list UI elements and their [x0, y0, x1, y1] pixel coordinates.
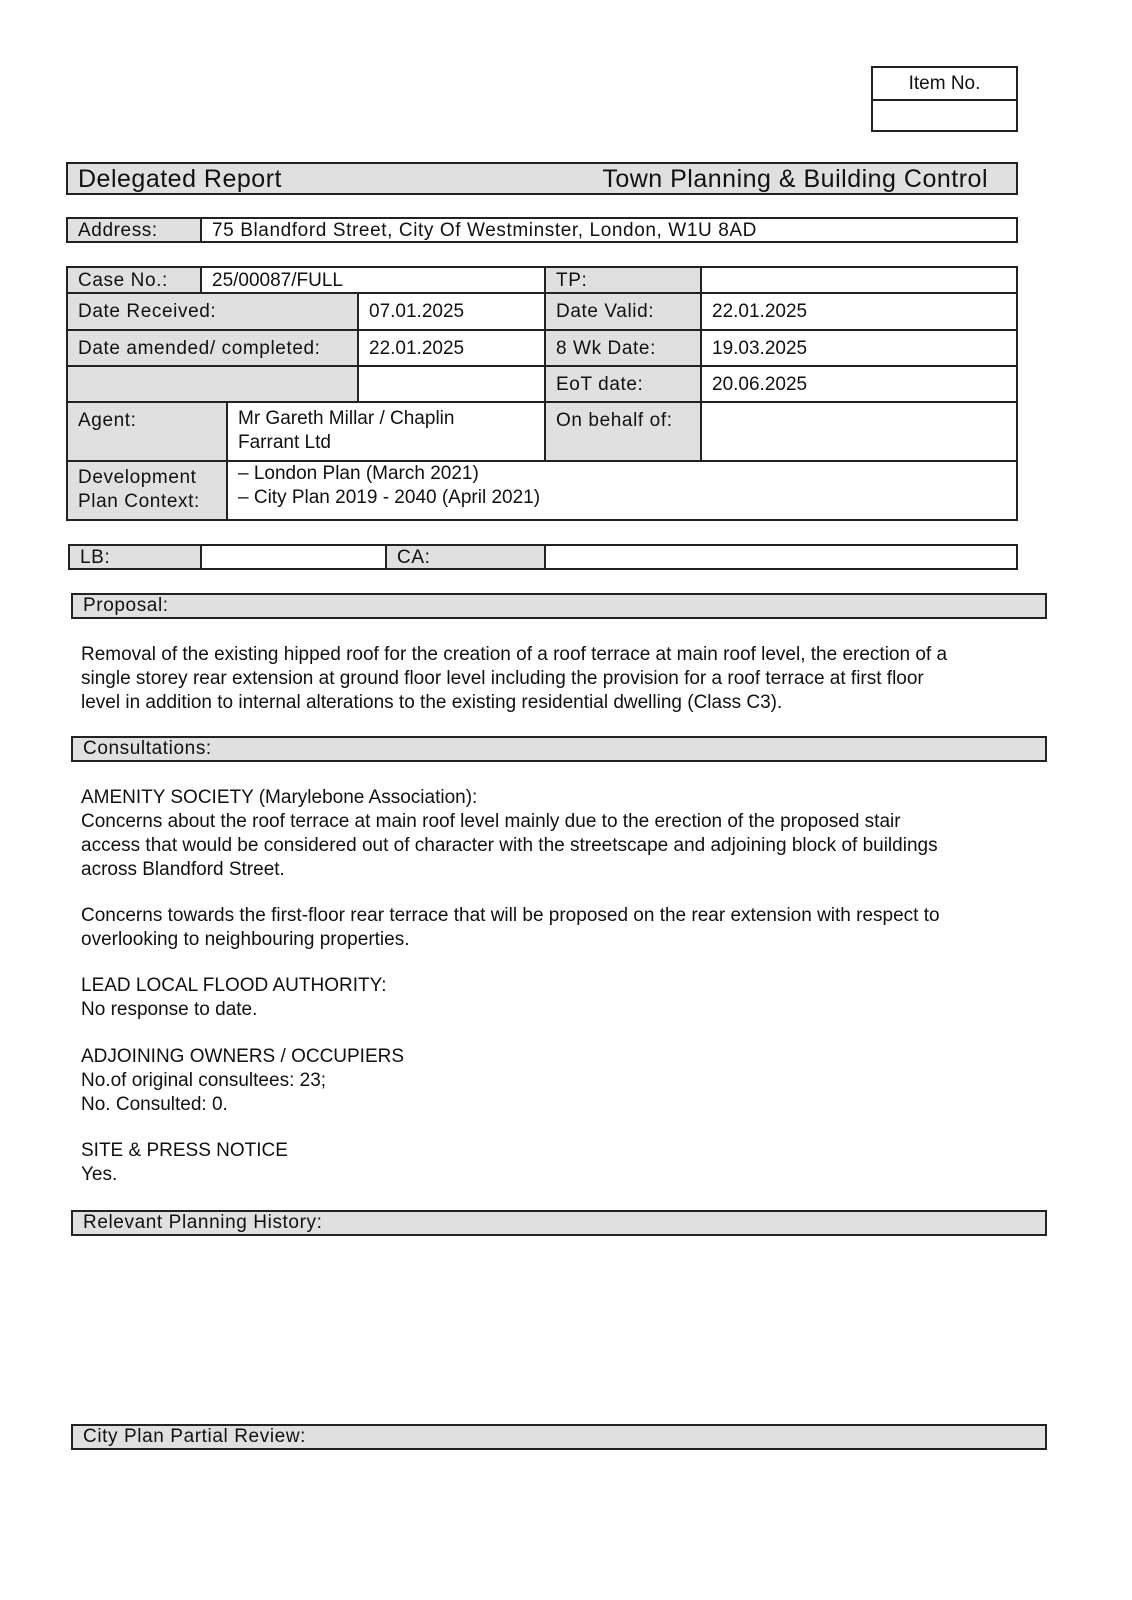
designations-row — [68, 544, 1018, 570]
on-behalf-of-label: On behalf of: — [544, 401, 702, 461]
case-no-value: 25/00087/FULL — [200, 268, 544, 292]
proposal-text: Removal of the existing hipped roof for the creation of a roof terrace at main roof level, the erection of a single storey rear extension at ground floor level including the provision for a roof terrace at first floor level in addition to internal alterations to the existing residential dwelling (Class C3). — [81, 644, 948, 713]
empty-label-cell — [68, 365, 358, 402]
date-valid-label: Date Valid: — [544, 292, 702, 330]
address-row — [66, 217, 1018, 243]
planning-history-heading: Relevant Planning History: — [71, 1210, 1047, 1236]
agent-value — [226, 401, 544, 461]
department-title: Town Planning & Building Control — [602, 165, 988, 193]
development-plan-item: – London Plan (March 2021) — [238, 463, 479, 484]
development-plan-label: Development Plan Context: — [68, 460, 227, 519]
consultations-heading: Consultations: — [71, 736, 1047, 762]
flood-authority-response: LEAD LOCAL FLOOD AUTHORITY: No response to date. — [81, 975, 387, 1020]
adjoining-owners-response: ADJOINING OWNERS / OCCUPIERS No.of original consultees: 23; No. Consulted: 0. — [81, 1046, 405, 1115]
address-value: 75 Blandford Street, City Of Westminster, London, W1U 8AD — [200, 219, 1016, 241]
development-plan-item: – City Plan 2019 - 2040 (April 2021) — [238, 487, 541, 508]
tp-label: TP: — [544, 268, 702, 292]
item-number-value — [873, 101, 1016, 132]
eot-date-value: 20.06.2025 — [700, 365, 1016, 402]
date-received-label: Date Received: — [68, 292, 358, 330]
date-amended-label: Date amended/ completed: — [68, 329, 358, 366]
report-header — [66, 162, 1018, 195]
date-valid-value: 22.01.2025 — [700, 292, 1016, 330]
agent-line-2: Farrant Ltd — [238, 432, 331, 453]
eot-date-label: EoT date: — [544, 365, 702, 402]
date-amended-value: 22.01.2025 — [357, 329, 544, 366]
tp-value — [700, 268, 1016, 292]
report-title: Delegated Report — [78, 165, 282, 193]
listed-building-label: LB: — [70, 546, 200, 568]
proposal-heading: Proposal: — [71, 593, 1047, 619]
item-number-box — [871, 66, 1018, 132]
conservation-area-value — [544, 546, 1016, 568]
eight-week-date-value: 19.03.2025 — [700, 329, 1016, 366]
amenity-society-response-2: Concerns towards the first-floor rear terrace that will be proposed on the rear extension with respect to overlooking to neighbouring properties. — [81, 905, 940, 950]
agent-line-1: Mr Gareth Millar / Chaplin — [238, 408, 455, 429]
site-press-notice: SITE & PRESS NOTICE Yes. — [81, 1140, 288, 1185]
agent-label: Agent: — [68, 401, 227, 461]
on-behalf-of-value — [700, 401, 1016, 461]
address-label: Address: — [68, 219, 200, 241]
case-no-label: Case No.: — [68, 268, 200, 292]
case-details-table — [66, 266, 1018, 521]
empty-value-cell — [357, 365, 544, 402]
eight-week-date-label: 8 Wk Date: — [544, 329, 702, 366]
development-plan-value — [226, 460, 1016, 519]
conservation-area-label: CA: — [385, 546, 545, 568]
amenity-society-response: AMENITY SOCIETY (Marylebone Association): Concerns about the roof terrace at main roof level mainly due to the erection of the proposed stair access that would be considered out of character with the streetscape and adjoining block of buildings across Blandford Street. — [81, 787, 938, 880]
listed-building-value — [200, 546, 386, 568]
date-received-value: 07.01.2025 — [357, 292, 544, 330]
item-number-label: Item No. — [873, 68, 1016, 101]
city-plan-review-heading: City Plan Partial Review: — [71, 1424, 1047, 1450]
